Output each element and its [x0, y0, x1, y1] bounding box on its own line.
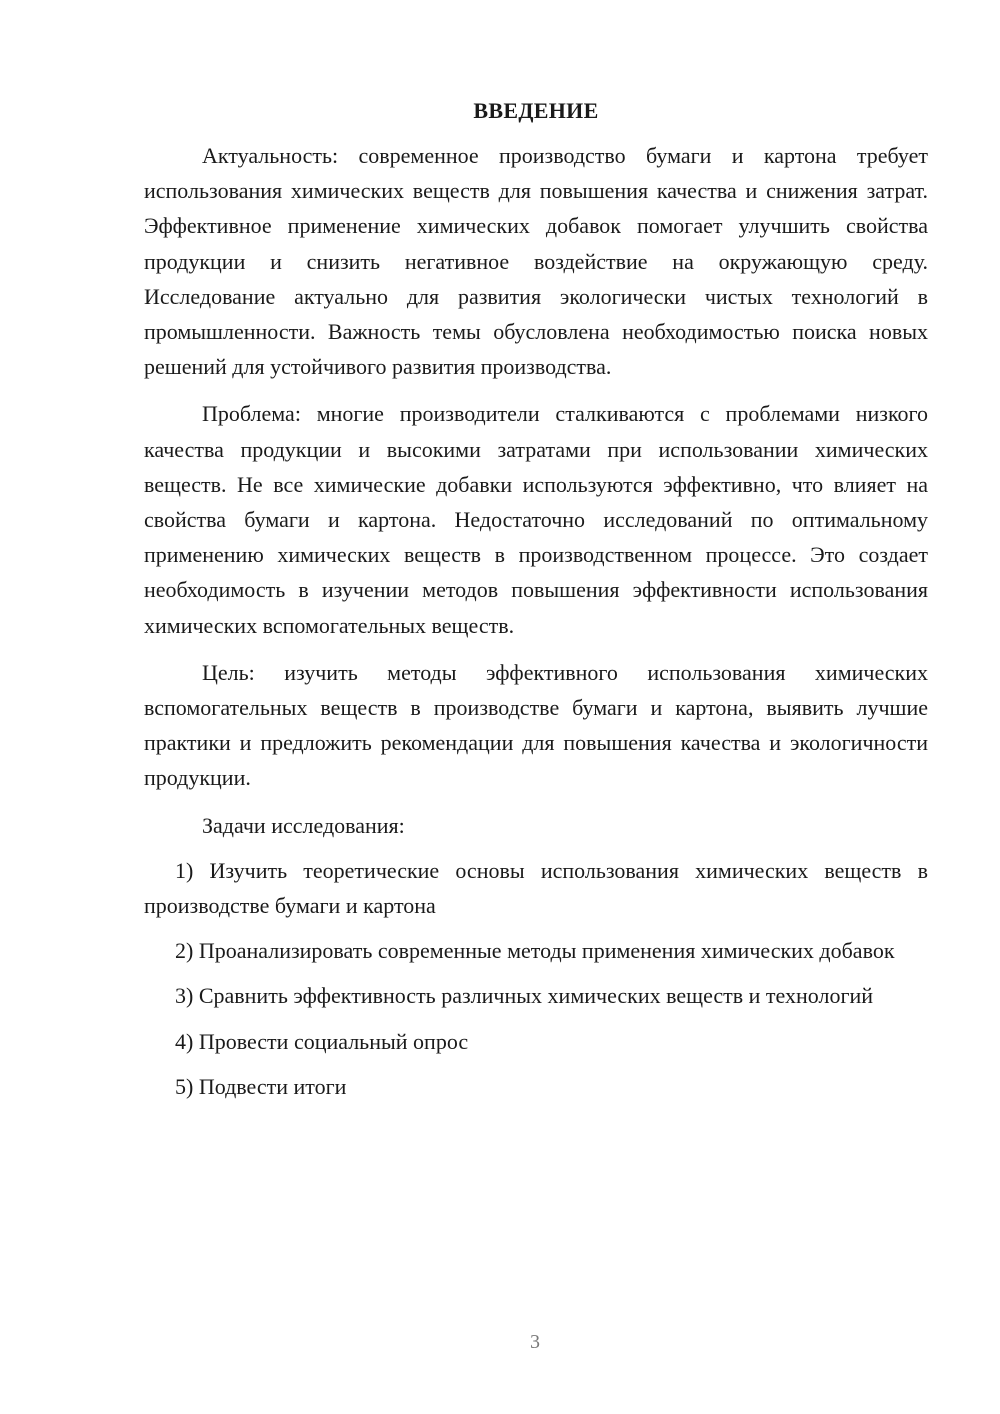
tasks-heading: Задачи исследования:	[202, 812, 405, 838]
paragraph-relevance: Актуальность: современное производство бумаги и картона требует использования химических веществ для повышения качества и снижения затрат. Эффективное применение химических добавок помогает улучшить свойства продукции и снизить негативное воздействие на окружающую среду. Исследование актуально для развития экологически чистых технологий в промышленности. Важность темы обусловлена необходимостью поиска новых решений для устойчивого развития производства.	[144, 143, 928, 380]
task-item: 5) Подвести итоги	[175, 1073, 347, 1099]
task-item: 3) Сравнить эффективность различных химических веществ и технологий	[175, 983, 874, 1009]
task-item: 1) Изучить теоретические основы использования химических веществ в производстве бумаги и картона	[144, 857, 928, 919]
page-content	[144, 96, 928, 1104]
section-title: ВВЕДЕНИЕ	[473, 98, 599, 123]
paragraph-problem: Проблема: многие производители сталкиваются с проблемами низкого качества продукции и высокими затратами при использовании химических веществ. Не все химические добавки используются эффективно, что влияет на свойства бумаги и картона. Недостаточно исследований по оптимальному применению химических веществ в производственном процессе. Это создает необходимость в изучении методов повышения эффективности использования химических вспомогательных веществ.	[144, 401, 928, 638]
task-item: 2) Проанализировать современные методы применения химических добавок	[175, 938, 895, 964]
paragraph-goal: Цель: изучить методы эффективного использования химических вспомогательных веществ в производстве бумаги и картона, выявить лучшие практики и предложить рекомендации для повышения качества и экологичности продукции.	[144, 659, 928, 791]
task-item: 4) Провести социальный опрос	[175, 1028, 469, 1054]
page-number: 3	[530, 1331, 540, 1353]
tasks-list	[144, 853, 928, 1104]
